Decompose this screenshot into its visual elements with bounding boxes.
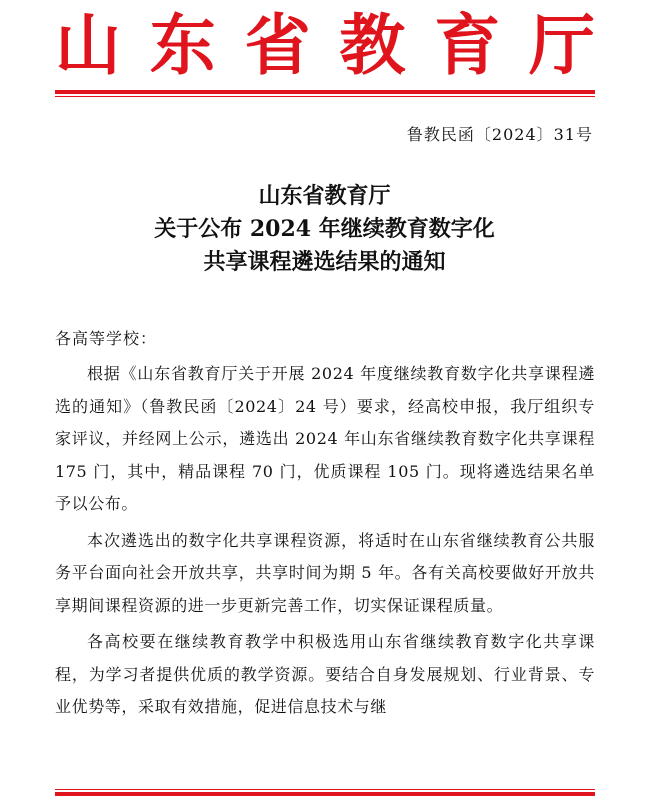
masthead-char: 省 <box>244 6 311 84</box>
body-paragraph: 各高校要在继续教育教学中积极选用山东省继续教育数字化共享课程，为学习者提供优质的教学资源。要结合自身发展规划、行业背景、专业优势等，采取有效措施，促进信息技术与继 <box>55 632 595 716</box>
body-paragraph: 根据《山东省教育厅关于开展 2024 年度继续教育数字化共享课程遴选的通知》（鲁教民函〔2024〕24 号）要求，经高校申报，我厅组织专家评议，并经网上公示，遴选出 2024 年山东省继续教育数字化共享课程 175 门，其中，精品课程 70 门，优质课程 105 门。现将遴选结果名单予以公布。 <box>55 364 595 513</box>
masthead-char: 东 <box>149 6 216 84</box>
document-body <box>55 358 595 728</box>
footer-rule-thick <box>55 792 595 796</box>
title-line-1: 山东省教育厅 <box>258 183 391 209</box>
body-paragraph: 本次遴选出的数字化共享课程资源，将适时在山东省继续教育公共服务平台面向社会开放共享，共享时间为期 5 年。各有关高校要做好开放共享期间课程资源的进一步更新完善工作，切实保证课程质量。 <box>55 530 595 615</box>
document-title <box>0 180 649 279</box>
salutation: 各高等学校： <box>55 329 158 348</box>
footer-rule-thin <box>55 789 595 790</box>
masthead-char: 育 <box>434 6 501 84</box>
title-line-3: 共享课程遴选结果的通知 <box>203 249 446 275</box>
title-line-2: 关于公布 2024 年继续教育数字化 <box>154 216 495 242</box>
masthead-char: 厅 <box>528 6 595 84</box>
masthead-char: 教 <box>339 6 406 84</box>
masthead-rule-thick <box>55 90 595 94</box>
masthead-rule-thin <box>55 96 595 97</box>
masthead-issuer <box>55 6 595 84</box>
masthead-char: 山 <box>55 6 121 84</box>
document-number: 鲁教民函〔2024〕31号 <box>406 125 593 144</box>
